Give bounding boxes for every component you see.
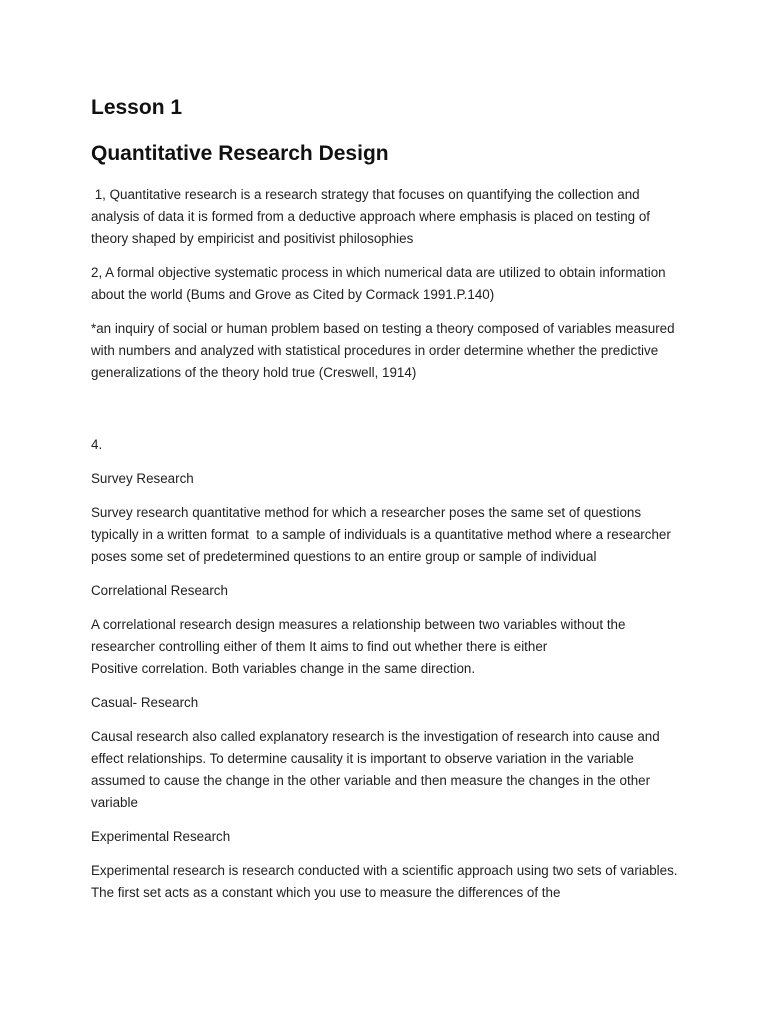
section-body-correlational: A correlational research design measures a relationship between two variables without the researcher controlling either of them It aims to find out whether there is either Positive correlation. Both variables change in the same direction. (91, 617, 626, 676)
definition-paragraph-1: 1, Quantitative research is a research strategy that focuses on quantifying the collection and analysis of data it is formed from a deductive approach where emphasis is placed on testing of theory shaped by empiricist and positivist philosophies (91, 187, 654, 246)
section-heading-experimental: Experimental Research (91, 829, 231, 844)
lesson-heading: Lesson 1 (91, 96, 183, 119)
section-body-causal: Causal research also called explanatory research is the investigation of research into cause and effect relationships. To determine causality it is important to observe variation in the variable assumed to cause the change in the other variable and then measure the changes in the other variable (91, 729, 660, 810)
section-body-experimental: Experimental research is research conducted with a scientific approach using two sets of variables. The first set acts as a constant which you use to measure the differences of the (91, 863, 678, 900)
section-heading-correlational: Correlational Research (91, 583, 228, 598)
definition-paragraph-3: *an inquiry of social or human problem based on testing a theory composed of variables measured with numbers and analyzed with statistical procedures in order determine whether the predictive generalizations of the theory hold true (Creswell, 1914) (91, 321, 675, 380)
item-number: 4. (91, 437, 103, 452)
document-title: Quantitative Research Design (91, 142, 389, 165)
document-body (91, 94, 681, 904)
section-heading-survey: Survey Research (91, 471, 194, 486)
section-heading-causal: Casual- Research (91, 695, 199, 710)
section-body-survey: Survey research quantitative method for which a researcher poses the same set of questions typically in a written format to a sample of individuals is a quantitative method where a researcher poses some set of predetermined questions to an entire group or sample of individual (91, 505, 675, 564)
definition-paragraph-2: 2, A formal objective systematic process in which numerical data are utilized to obtain information about the world (Bums and Grove as Cited by Cormack 1991.P.140) (91, 265, 666, 302)
